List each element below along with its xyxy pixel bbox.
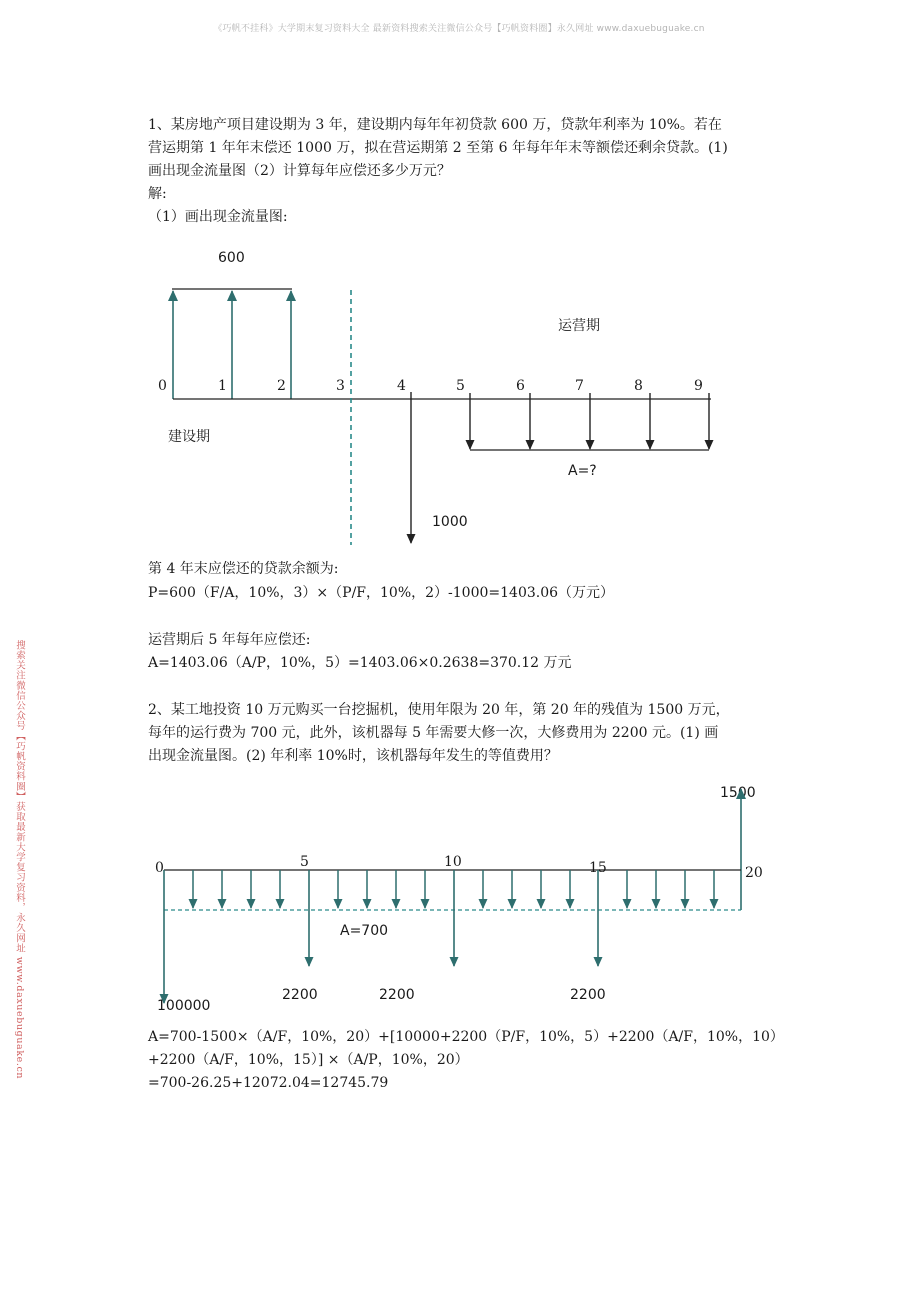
result1-label: 第 4 年末应偿还的贷款余额为:: [148, 561, 339, 577]
problem2-line3: 出现金流量图。(2) 年利率 10%时，该机器每年发生的等值费用？: [148, 748, 558, 764]
d1-repay-value: 1000: [432, 514, 468, 530]
d2-overhaul-value-5: 2200: [282, 987, 318, 1003]
d2-salvage-value: 1500: [720, 785, 756, 801]
d1-tick-1: 1: [218, 378, 227, 394]
d2-tick-0: 0: [155, 860, 164, 876]
step1-label: （1）画出现金流量图:: [148, 209, 288, 225]
problem1-line2: 营运期第 1 年年末偿还 1000 万，拟在营运期第 2 至第 6 年每年年末等额偿还剩余贷款。(1): [148, 140, 728, 156]
d1-annuity-label: A=?: [568, 463, 597, 479]
d2-initial-value: 100000: [157, 998, 211, 1014]
result2-formula: A=1403.06（A/P，10%，5）=1403.06×0.2638=370.12 万元: [148, 655, 572, 671]
side-watermark: 搜索关注微信公众号【巧帆资料圈】获取最新大学复习资料，永久网址 www.daxuebuguake.cn: [14, 640, 25, 1080]
result2-label: 运营期后 5 年每年应偿还:: [148, 632, 311, 648]
d1-tick-0: 0: [158, 378, 167, 394]
d1-tick-5: 5: [456, 378, 465, 394]
d1-tick-7: 7: [575, 378, 584, 394]
page-header-watermark: 《巧帆不挂科》大学期末复习资料大全 最新资料搜索关注微信公众号【巧帆资料圈】永久网址 www.daxuebuguake.cn: [213, 24, 705, 34]
diagram1: [158, 250, 711, 545]
problem1-line1: 1、某房地产项目建设期为 3 年，建设期内每年年初贷款 600 万，贷款年利率为 10%。若在: [148, 117, 722, 133]
d1-tick-9: 9: [694, 378, 703, 394]
d1-tick-6: 6: [516, 378, 525, 394]
d2-tick-20: 20: [745, 865, 763, 881]
d1-tick-3: 3: [336, 378, 345, 394]
problem2-formula-line3: =700-26.25+12072.04=12745.79: [148, 1075, 389, 1091]
d2-annuity-label: A=700: [340, 923, 389, 939]
d1-tick-2: 2: [277, 378, 286, 394]
problem1-line3: 画出现金流量图（2）计算每年应偿还多少万元？: [148, 163, 451, 179]
d1-tick-8: 8: [634, 378, 643, 394]
result1-formula: P=600（F/A，10%，3）×（P/F，10%，2）-1000=1403.06（万元）: [148, 585, 615, 601]
d1-top-value: 600: [218, 250, 245, 266]
d2-tick-5: 5: [300, 854, 309, 870]
problem2-line2: 每年的运行费为 700 元，此外，该机器每 5 年需要大修一次，大修费用为 2200 元。(1) 画: [148, 725, 719, 741]
problem2-formula-line1: A=700-1500×（A/F，10%，20）+[10000+2200（P/F，10%，5）+2200（A/F，10%，10）: [148, 1029, 784, 1045]
d1-operation-label: 运营期: [558, 318, 600, 334]
d1-construction-label: 建设期: [168, 429, 210, 445]
d2-overhaul-value-10: 2200: [379, 987, 415, 1003]
d2-tick-10: 10: [444, 854, 462, 870]
problem2-formula-line2: +2200（A/F，10%，15）] ×（A/P，10%，20）: [148, 1052, 469, 1068]
problem2-line1: 2、某工地投资 10 万元购买一台挖掘机，使用年限为 20 年，第 20 年的残值为 1500 万元，: [148, 702, 730, 718]
d2-tick-15: 15: [589, 860, 607, 876]
d1-tick-4: 4: [397, 378, 406, 394]
solution-label: 解:: [148, 186, 167, 202]
diagram2: [155, 785, 763, 1014]
d2-overhaul-value-15: 2200: [570, 987, 606, 1003]
